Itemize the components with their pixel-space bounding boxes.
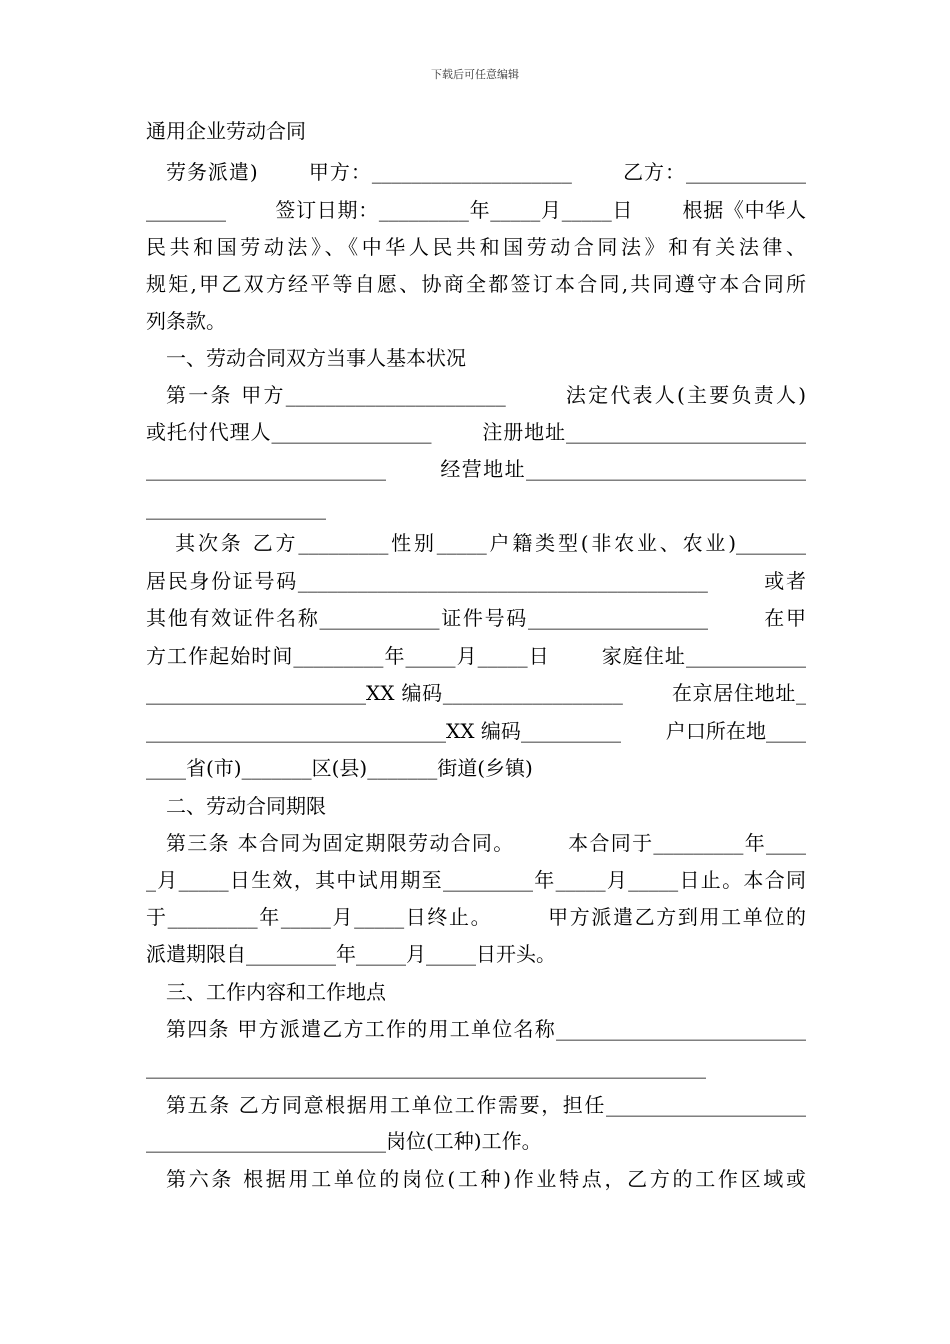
contract-line: ________________________岗位(工种)工作。 [146,1129,542,1153]
contract-line: 于_________年_____月_____日终止。 甲方派遣乙方到用工单位的 [146,905,806,929]
contract-line: 第三条 本合同为固定期限劳动合同。 本合同于_________年____ [166,831,806,855]
contract-line: _月_____日生效，其中试用期至_________年_____月_____日止。本合同 [146,868,806,892]
contract-line: 第四条 甲方派遣乙方工作的用工单位名称_________________________ [166,1017,806,1041]
contract-line: 派遣期限自_________年_____月_____日开头。 [146,942,556,966]
contract-line: ________________________ 经营地址____________________________ [146,457,806,481]
contract-line: 或托付代理人________________ 注册地址________________________ [146,420,806,444]
contract-line: ______________________XX 编码__________________ 在京居住地址_ [146,681,806,705]
contract-line: 第一条 甲方______________________ 法定代表人(主要负责人) [166,383,806,407]
contract-line: 二、劳动合同期限 [166,794,326,818]
contract-line: 第六条 根据用工单位的岗位(工种)作业特点，乙方的工作区域或 [166,1167,806,1191]
contract-line: ____省(市)_______区(县)_______街道(乡镇) [146,756,533,780]
contract-line: 其他有效证件名称____________证件号码__________________ 在甲 [146,606,806,630]
contract-line: 劳务派遣) 甲方：____________________ 乙方：____________ [166,160,806,184]
contract-line: __________________ [146,496,326,520]
contract-line: 通用企业劳动合同 [146,119,306,143]
contract-line: ________ 签订日期：_________年_____月_____日 根据《中华人 [146,198,806,222]
contract-line: ________________________________________________________ [146,1055,706,1079]
contract-line: 居民身份证号码_________________________________________ 或者 [146,569,806,593]
contract-line: 方工作起始时间_________年_____月_____日 家庭住址____________ [146,644,806,668]
contract-line: 列条款。 [146,309,226,333]
contract-line: 三、工作内容和工作地点 [166,980,386,1004]
contract-line: 规矩,甲乙双方经平等自愿、协商全都签订本合同,共同遵守本合同所 [146,272,806,296]
contract-line: 一、劳动合同双方当事人基本状况 [166,346,466,370]
contract-line: 第五条 乙方同意根据用工单位工作需要，担任____________________ [166,1093,806,1117]
contract-line: 民共和国劳动法》、《中华人民共和国劳动合同法》和有关法律、 [146,235,806,259]
page-header: 下载后可任意编辑 [431,68,519,81]
contract-line: ______________________________XX 编码__________ 户口所在地____ [146,719,806,743]
contract-line: 其次条 乙方_________性别_____户籍类型(非农业、农业)_______ [166,531,806,555]
